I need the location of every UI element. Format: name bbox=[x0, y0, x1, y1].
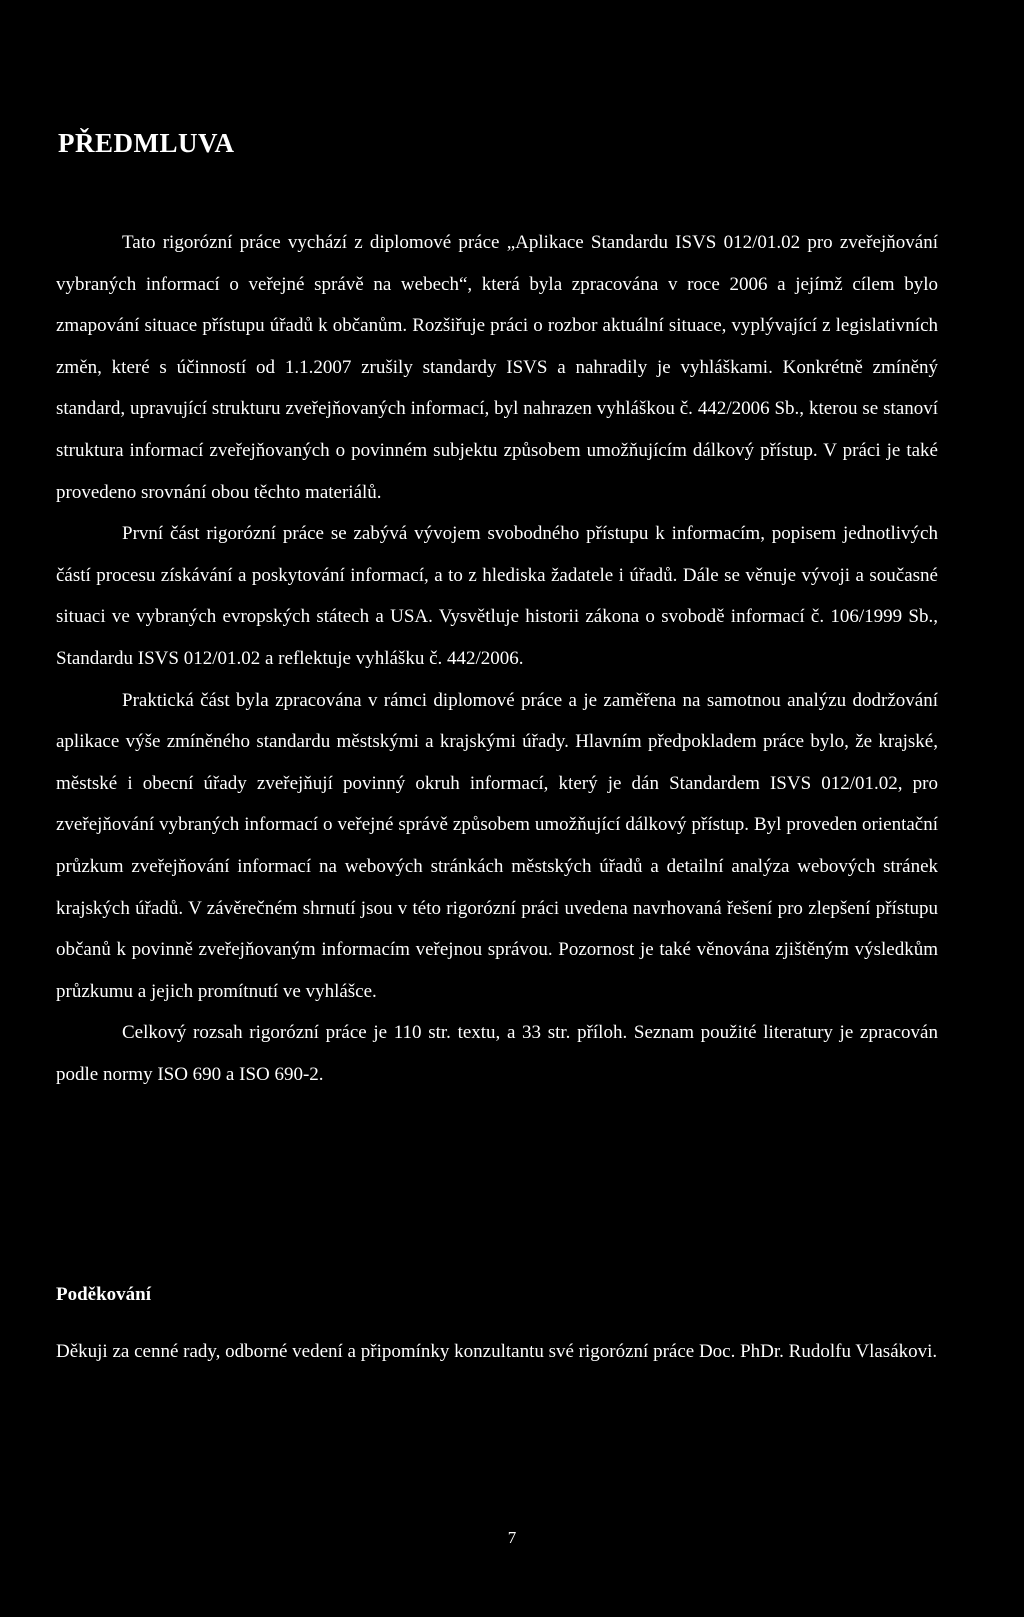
preface-paragraph-3: Praktická část byla zpracována v rámci diplomové práce a je zaměřena na samotnou analýzu dodržování aplikace výše zmíněného standardu městskými a krajskými úřady. Hlavním předpokladem práce bylo, že krajské, městské i obecní úřady zveřejňují povinný okruh informací, který je dán Standardem ISVS 012/01.02, pro zveřejňování vybraných informací o veřejné správě způsobem umožňující dálkový přístup. Byl proveden orientační průzkum zveřejňování informací na webových stránkách městských úřadů a detailní analýza webových stránek krajských úřadů. V závěrečném shrnutí jsou v této rigorózní práci uvedena navrhovaná řešení pro zlepšení přístupu občanů k povinně zveřejňovaným informacím veřejnou správou. Pozornost je také věnována zjištěným výsledkům průzkumu a jejich promítnutí ve vyhlášce. bbox=[56, 689, 938, 1002]
preface-paragraph-4: Celkový rozsah rigorózní práce je 110 str. textu, a 33 str. příloh. Seznam použité literatury je zpracován podle normy ISO 690 a ISO 690-2. bbox=[56, 1022, 938, 1085]
page-title: PŘEDMLUVA bbox=[58, 128, 235, 158]
acknowledgement-heading: Poděkování bbox=[56, 1284, 152, 1305]
page-number: 7 bbox=[507, 1528, 517, 1547]
acknowledgement-text: Děkuji za cenné rady, odborné vedení a připomínky konzultantu své rigorózní práce Doc. PhDr. Rudolfu Vlasákovi. bbox=[56, 1341, 938, 1362]
preface-paragraph-1: Tato rigorózní práce vychází z diplomové práce „Aplikace Standardu ISVS 012/01.02 pro zveřejňování vybraných informací o veřejné správě na webech“, která byla zpracována v roce 2006 a jejímž cílem bylo zmapování situace přístupu úřadů k občanům. Rozšiřuje práci o rozbor aktuální situace, vyplývající z legislativních změn, které s účinností od 1.1.2007 zrušily standardy ISVS a nahradily je vyhláškami. Konkrétně zmíněný standard, upravující strukturu zveřejňovaných informací, byl nahrazen vyhláškou č. 442/2006 Sb., kterou se stanoví struktura informací zveřejňovaných o povinném subjektu způsobem umožňujícím dálkový přístup. V práci je také provedeno srovnání obou těchto materiálů. bbox=[56, 232, 938, 503]
preface-body bbox=[56, 222, 938, 1095]
preface-paragraph-2: První část rigorózní práce se zabývá vývojem svobodného přístupu k informacím, popisem jednotlivých částí procesu získávání a poskytování informací, a to z hlediska žadatele i úřadů. Dále se věnuje vývoji a současné situaci ve vybraných evropských státech a USA. Vysvětluje historii zákona o svobodě informací č. 106/1999 Sb., Standardu ISVS 012/01.02 a reflektuje vyhlášku č. 442/2006. bbox=[56, 523, 938, 669]
